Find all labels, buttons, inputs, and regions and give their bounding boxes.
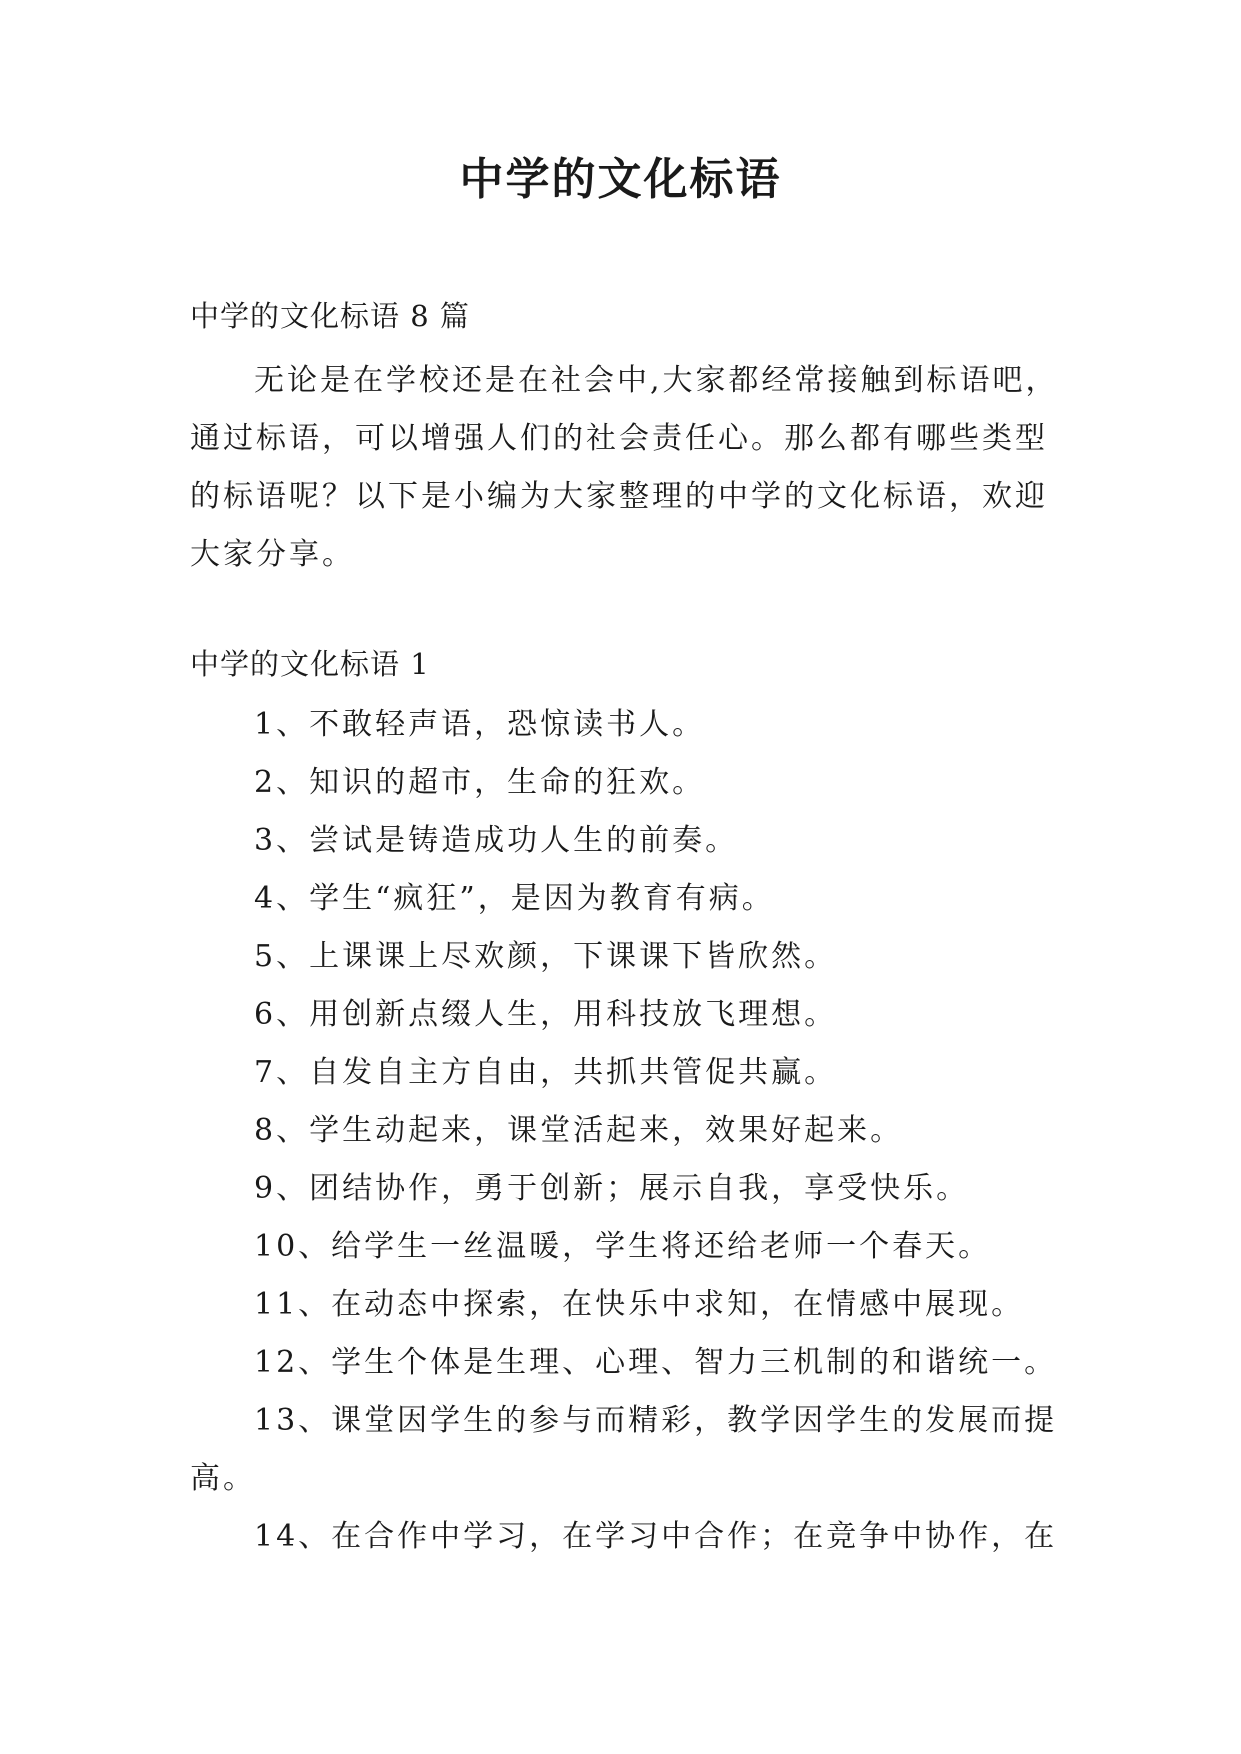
slogan-item: 11、在动态中探索，在快乐中求知，在情感中展现。	[254, 1287, 1025, 1322]
slogan-item: 9、团结协作，勇于创新；展示自我，享受快乐。	[254, 1171, 970, 1206]
slogan-item: 7、自发自主方自由，共抓共管促共赢。	[254, 1055, 838, 1090]
document-subtitle: 中学的文化标语 8 篇	[190, 299, 470, 333]
slogan-item: 14、在合作中学习，在学习中合作；在竞争中协作，在	[254, 1519, 1058, 1554]
slogan-item: 12、学生个体是生理、心理、智力三机制的和谐统一。	[254, 1345, 1058, 1380]
slogan-item: 4、学生“疯狂”，是因为教育有病。	[254, 881, 775, 916]
slogan-item: 10、给学生一丝温暖，学生将还给老师一个春天。	[254, 1229, 992, 1264]
intro-paragraph: 无论是在学校还是在社会中,大家都经常接触到标语吧，通过标语，可以增强人们的社会责任心。那么都有哪些类型的标语呢？以下是小编为大家整理的中学的文化标语，欢迎大家分享。	[190, 363, 1059, 572]
slogan-item: 8、学生动起来，课堂活起来，效果好起来。	[254, 1113, 904, 1148]
slogan-item: 13、课堂因学生的参与而精彩，教学因学生的发展而提高。	[190, 1403, 1058, 1496]
slogan-item: 3、尝试是铸造成功人生的前奏。	[254, 823, 739, 858]
section-heading: 中学的文化标语 1	[190, 647, 430, 681]
slogan-list	[190, 696, 1070, 1566]
slogan-item: 2、知识的超市，生命的狂欢。	[254, 765, 706, 800]
page-title: 中学的文化标语	[459, 154, 782, 205]
slogan-item: 5、上课课上尽欢颜，下课课下皆欣然。	[254, 939, 838, 974]
slogan-item: 1、不敢轻声语，恐惊读书人。	[254, 707, 706, 742]
slogan-item: 6、用创新点缀人生，用科技放飞理想。	[254, 997, 838, 1032]
